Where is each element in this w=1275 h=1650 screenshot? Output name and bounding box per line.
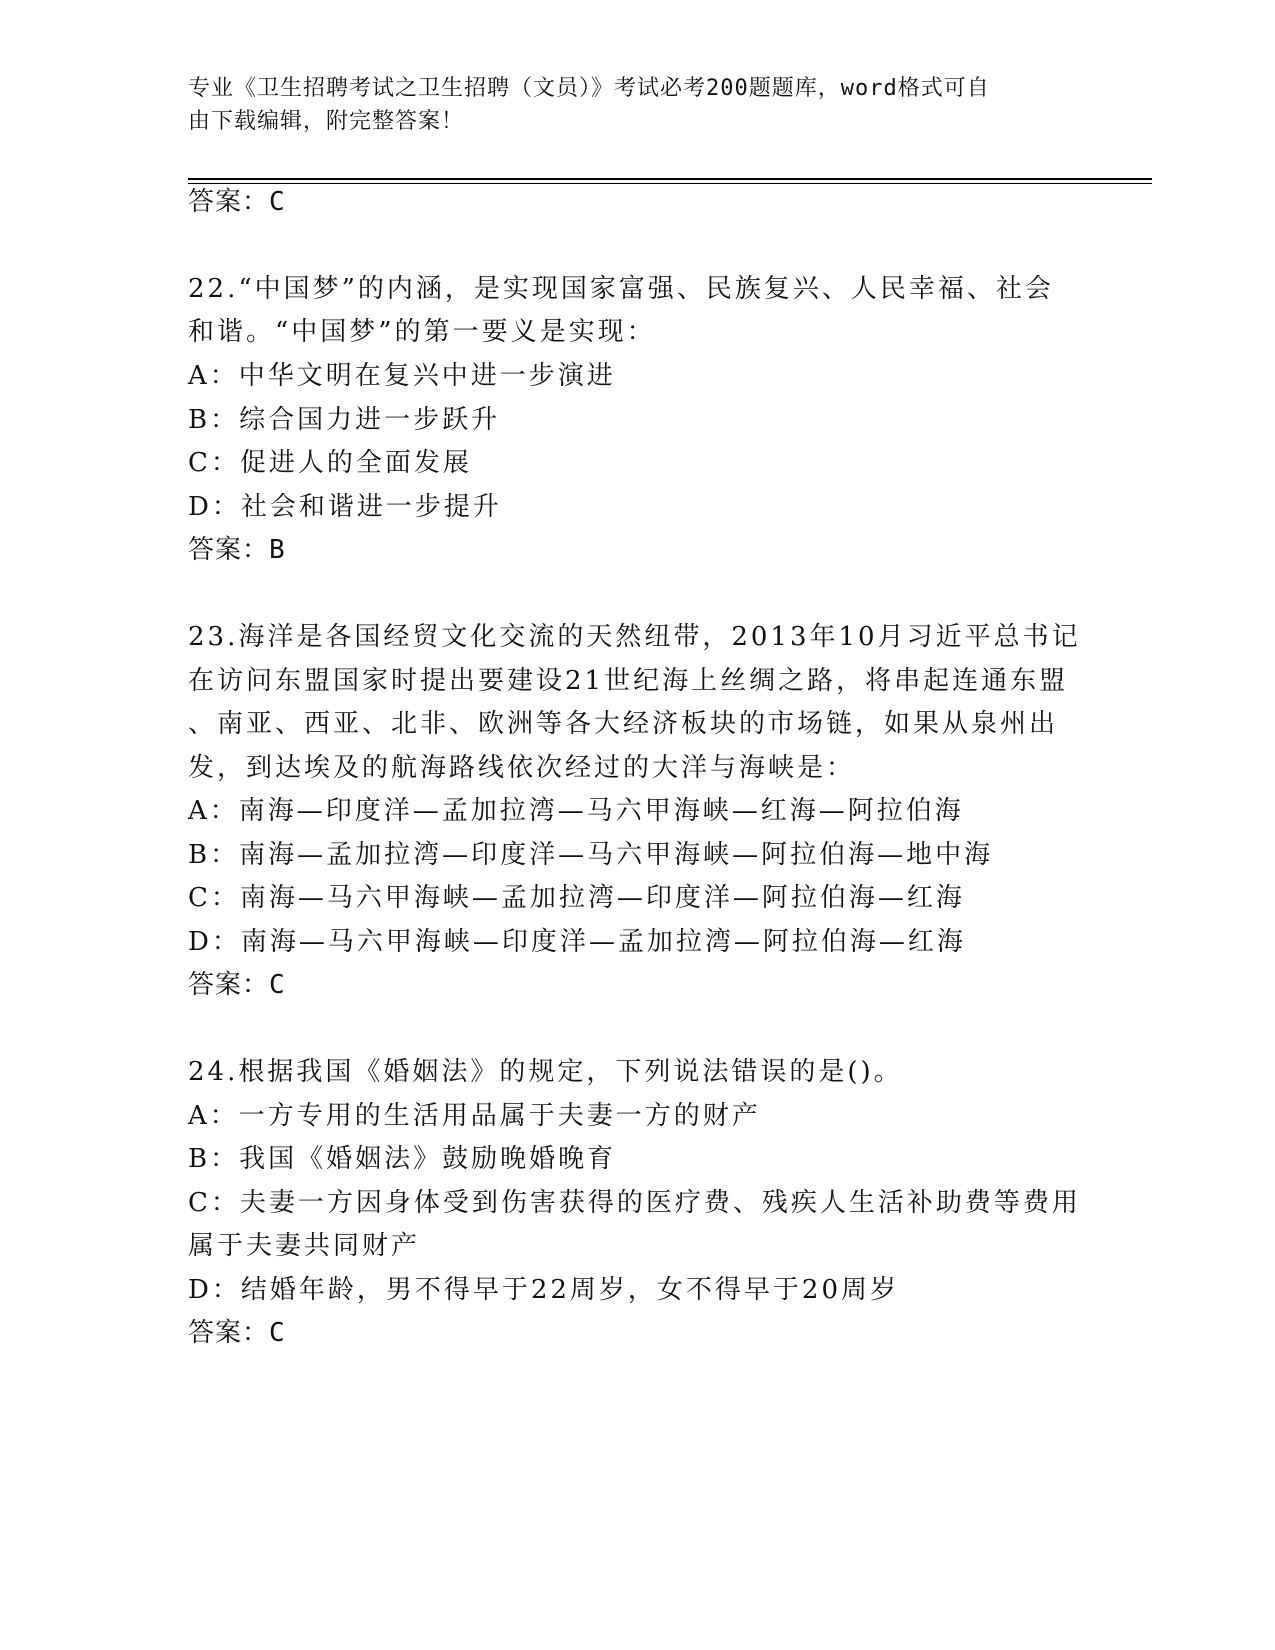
question-23-stem-line-1: 23.海洋是各国经贸文化交流的天然纽带，2013年10月习近平总书记 bbox=[188, 622, 1081, 652]
question-22-stem-line-2: 和谐。“中国梦”的第一要义是实现： bbox=[188, 317, 656, 347]
question-22-stem-line-1: 22.“中国梦”的内涵，是实现国家富强、民族复兴、人民幸福、社会 bbox=[188, 274, 1054, 304]
question-24-option-d: D：结婚年龄，男不得早于22周岁，女不得早于20周岁 bbox=[188, 1275, 900, 1305]
question-23-stem-line-3: 、南亚、西亚、北非、欧洲等各大经济板块的市场链，如果从泉州出 bbox=[188, 709, 1059, 739]
question-23-option-d: D：南海—马六甲海峡—印度洋—孟加拉湾—阿拉伯海—红海 bbox=[188, 927, 966, 957]
header-line-1: 专业《卫生招聘考试之卫生招聘（文员）》考试必考200题题库，word格式可自 bbox=[188, 76, 990, 101]
question-23-stem-line-4: 发，到达埃及的航海路线依次经过的大洋与海峡是： bbox=[188, 753, 856, 783]
header-divider bbox=[188, 178, 1152, 180]
question-24-option-c-line-1: C：夫妻一方因身体受到伤害获得的医疗费、残疾人生活补助费等费用 bbox=[188, 1188, 1081, 1218]
question-23-option-a: A：南海—印度洋—孟加拉湾—马六甲海峡—红海—阿拉伯海 bbox=[188, 796, 964, 826]
question-23-stem-line-2: 在访问东盟国家时提出要建设21世纪海上丝绸之路，将串起连通东盟 bbox=[188, 666, 1069, 696]
document-header bbox=[188, 72, 1088, 138]
question-22-option-c: C：促进人的全面发展 bbox=[188, 448, 472, 478]
question-24-option-c-line-2: 属于夫妻共同财产 bbox=[188, 1231, 421, 1261]
question-22-option-b: B：综合国力进一步跃升 bbox=[188, 405, 501, 435]
question-22-option-d: D：社会和谐进一步提升 bbox=[188, 492, 502, 522]
question-23-answer: 答案：C bbox=[188, 970, 286, 1000]
question-24-option-a: A：一方专用的生活用品属于夫妻一方的财产 bbox=[188, 1101, 761, 1131]
question-24-answer: 答案：C bbox=[188, 1318, 286, 1348]
question-23-option-c: C：南海—马六甲海峡—孟加拉湾—印度洋—阿拉伯海—红海 bbox=[188, 883, 965, 913]
question-23-option-b: B：南海—孟加拉湾—印度洋—马六甲海峡—阿拉伯海—地中海 bbox=[188, 840, 994, 870]
header-line-2: 由下载编辑，附完整答案！ bbox=[188, 109, 465, 134]
question-22-option-a: A：中华文明在复兴中进一步演进 bbox=[188, 361, 616, 391]
previous-answer: 答案：C bbox=[188, 187, 286, 217]
question-22-answer: 答案：B bbox=[188, 535, 286, 565]
header-divider-thin bbox=[188, 183, 1152, 184]
question-24-option-b: B：我国《婚姻法》鼓励晚婚晚育 bbox=[188, 1144, 617, 1174]
question-24-stem: 24.根据我国《婚姻法》的规定，下列说法错误的是()。 bbox=[188, 1057, 903, 1087]
